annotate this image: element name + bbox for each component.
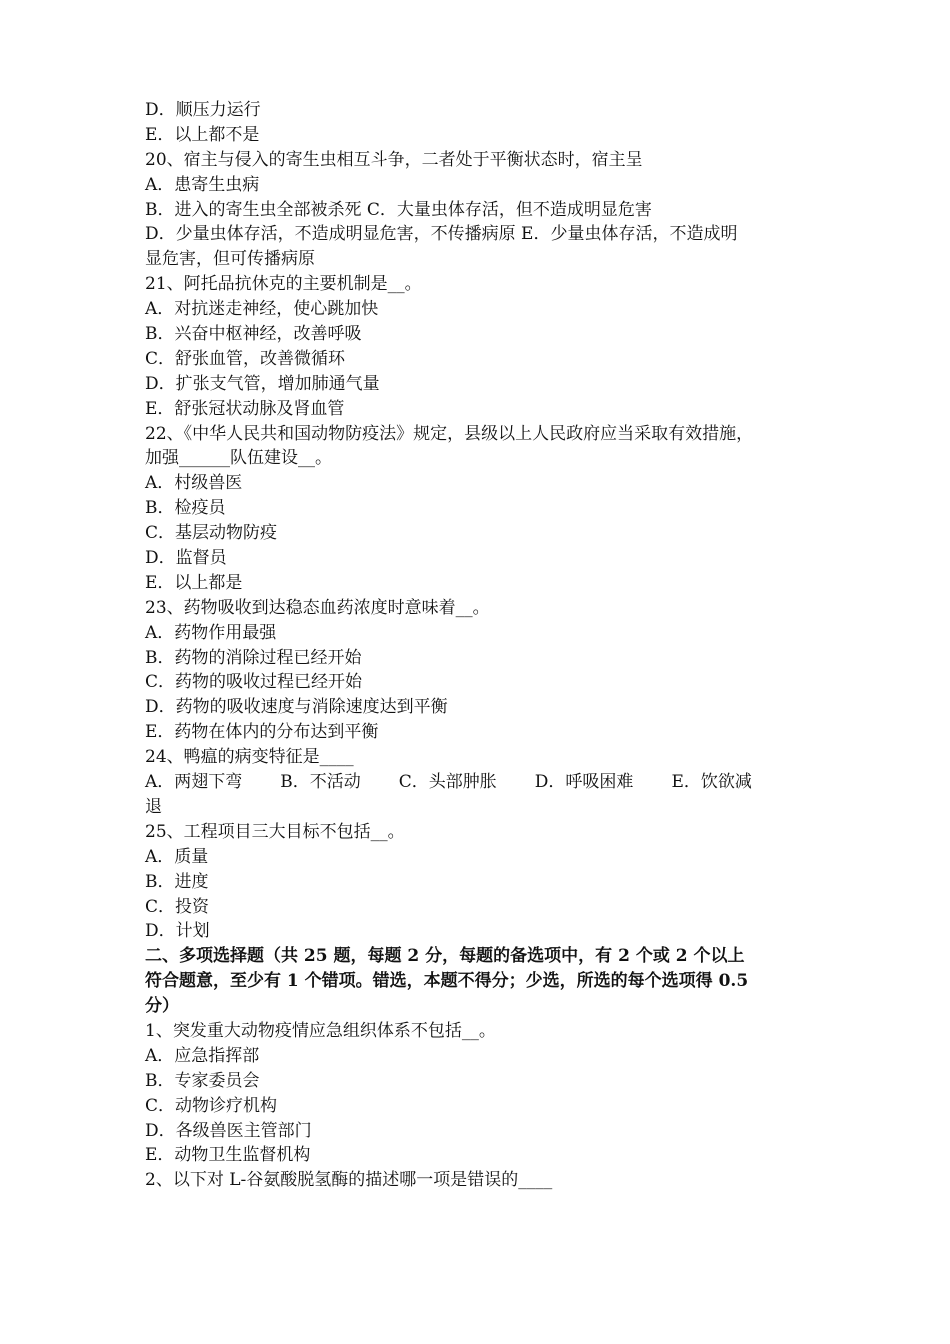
text-line: A．对抗迷走神经，使心跳加快 <box>145 299 379 320</box>
text-line: D．药物的吸收速度与消除速度达到平衡 <box>145 697 448 718</box>
q24-options-row <box>145 770 811 795</box>
text-line: E．舒张冠状动脉及肾血管 <box>145 398 345 419</box>
text-line: 22、《中华人民共和国动物防疫法》规定，县级以上人民政府应当采取有效措施， <box>145 423 754 444</box>
text-line: 2、以下对 L-谷氨酸脱氢酶的描述哪一项是错误的____ <box>145 1170 553 1191</box>
text-line: C．投资 <box>145 896 210 917</box>
text-line: 分） <box>145 996 179 1017</box>
text-line: 23、药物吸收到达稳态血药浓度时意味着__。 <box>145 597 490 618</box>
text-line: 25、工程项目三大目标不包括__。 <box>145 821 405 842</box>
document-body <box>145 98 811 1193</box>
text-line: C．动物诊疗机构 <box>145 1095 278 1116</box>
text-line: 24、鸭瘟的病变特征是____ <box>145 747 354 768</box>
question-block-19-24 <box>145 98 811 770</box>
q24-option: D．呼吸困难 <box>534 772 634 793</box>
text-line: A．质量 <box>145 846 209 867</box>
text-line: 20、宿主与侵入的寄生虫相互斗争，二者处于平衡状态时，宿主呈 <box>145 149 643 170</box>
text-line: D．各级兽医主管部门 <box>145 1120 312 1141</box>
text-line: A．患寄生虫病 <box>145 174 260 195</box>
text-line: B．专家委员会 <box>145 1070 260 1091</box>
text-line: A．药物作用最强 <box>145 622 277 643</box>
text-line: A．村级兽医 <box>145 473 243 494</box>
text-line: E．药物在体内的分布达到平衡 <box>145 722 379 743</box>
text-line: 加强______队伍建设__。 <box>145 448 332 469</box>
q24-option: E．饮欲减 <box>671 772 752 793</box>
text-line: D．监督员 <box>145 548 227 569</box>
text-line: E．动物卫生监督机构 <box>145 1145 311 1166</box>
question-block-25 <box>145 820 811 944</box>
text-line: A．应急指挥部 <box>145 1045 260 1066</box>
text-line: B．药物的消除过程已经开始 <box>145 647 362 668</box>
text-line: 21、阿托品抗休克的主要机制是__。 <box>145 274 422 295</box>
text-line: C．舒张血管，改善微循环 <box>145 348 346 369</box>
q24-option: B．不活动 <box>280 772 361 793</box>
text-line: E．以上都不是 <box>145 124 260 145</box>
text-line: D．顺压力运行 <box>145 100 261 120</box>
text-line: D．少量虫体存活，不造成明显危害，不传播病原 E．少量虫体存活，不造成明 <box>145 224 738 245</box>
text-line: B．检疫员 <box>145 498 226 519</box>
question-block-multi-1-2 <box>145 1019 811 1193</box>
q24-option: A．两翅下弯 <box>145 772 243 793</box>
text-line: 显危害，但可传播病原 <box>145 249 315 270</box>
text-line: C．药物的吸收过程已经开始 <box>145 672 363 693</box>
text-line: E．以上都是 <box>145 572 243 593</box>
text-line: 二、多项选择题（共 25 题，每题 2 分，每题的备选项中，有 2 个或 2 个以上 <box>145 946 745 967</box>
text-line: B．兴奋中枢神经，改善呼吸 <box>145 324 362 345</box>
text-line: C．基层动物防疫 <box>145 523 278 544</box>
text-line: 符合题意，至少有 1 个错项。错选，本题不得分；少选，所选的每个选项得 0.5 <box>145 971 749 992</box>
q24-options-wrap: 退 <box>145 796 162 817</box>
text-line: D．计划 <box>145 921 210 942</box>
text-line: D．扩张支气管，增加肺通气量 <box>145 373 380 394</box>
q24-option: C．头部肿胀 <box>398 772 497 793</box>
text-line: B．进度 <box>145 871 209 892</box>
text-line: 1、突发重大动物疫情应急组织体系不包括__。 <box>145 1020 496 1041</box>
text-line: B．进入的寄生虫全部被杀死 C．大量虫体存活，但不造成明显危害 <box>145 199 652 220</box>
section-heading-multiple-choice <box>145 944 811 1019</box>
